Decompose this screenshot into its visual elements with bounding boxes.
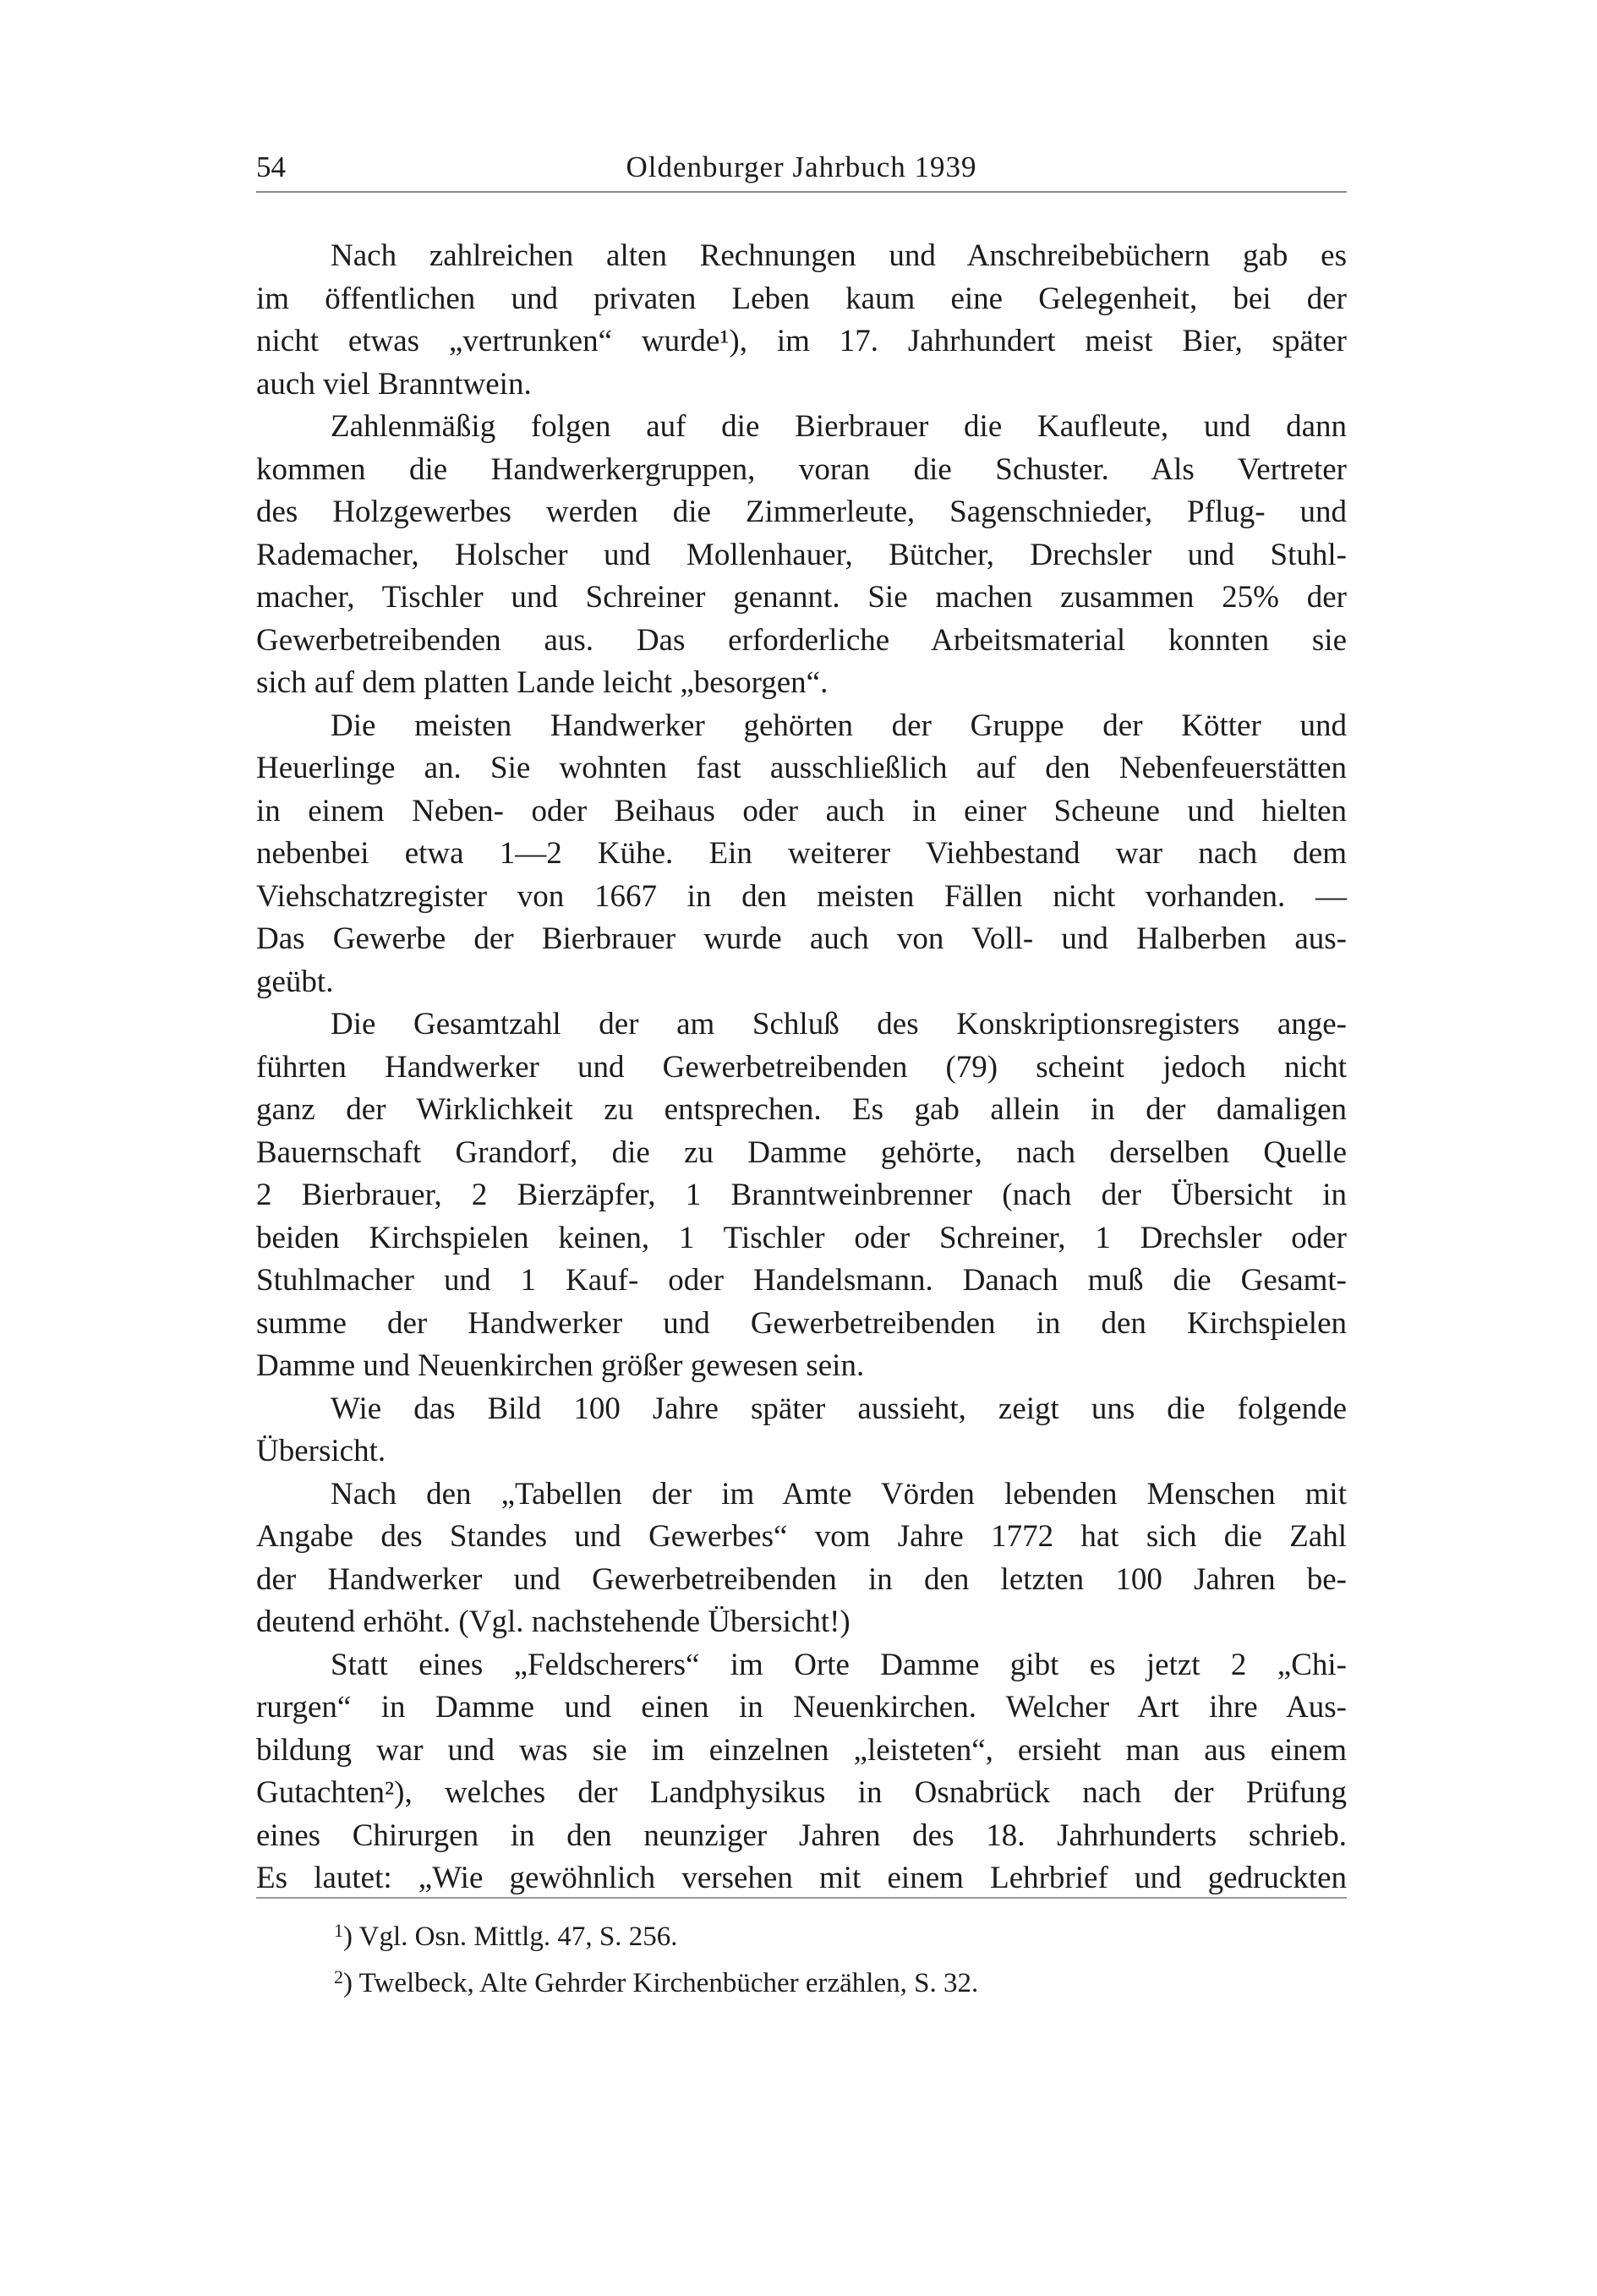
- text-line: ganz der Wirklichkeit zu entsprechen. Es gab allein in der damaligen: [256, 1092, 1347, 1127]
- text-line: deutend erhöht. (Vgl. nachstehende Übersicht!): [256, 1604, 850, 1639]
- text-line: Die meisten Handwerker gehörten der Gruppe der Kötter und: [331, 708, 1347, 743]
- text-line: beiden Kirchspielen keinen, 1 Tischler oder Schreiner, 1 Drechsler oder: [256, 1220, 1347, 1255]
- text-line: Damme und Neuenkirchen größer gewesen sein.: [256, 1348, 865, 1383]
- footnote: $^2$) Twelbeck, Alte Gehrder Kirchenbücher erzählen, S. 32.: [334, 1966, 979, 1998]
- text-line: Stuhlmacher und 1 Kauf- oder Handelsmann. Danach muß die Gesamt-: [256, 1263, 1347, 1298]
- text-line: Heuerlinge an. Sie wohnten fast ausschließlich auf den Nebenfeuerstätten: [256, 751, 1347, 785]
- text-line: Gutachten²), welches der Landphysikus in Osnabrück nach der Prüfung: [256, 1775, 1347, 1810]
- text-line: eines Chirurgen in den neunziger Jahren des 18. Jahrhunderts schrieb.: [256, 1818, 1347, 1853]
- footnote-text: Vgl. Osn. Mittlg. 47, S. 256.: [358, 1922, 678, 1952]
- text-line: Wie das Bild 100 Jahre später aussieht, zeigt uns die folgende: [331, 1391, 1347, 1426]
- text-line: Übersicht.: [256, 1434, 386, 1468]
- text-line: 2 Bierbrauer, 2 Bierzäpfer, 1 Branntweinbrenner (nach der Übersicht in: [256, 1178, 1347, 1212]
- text-line: bildung war und was sie im einzelnen „leisteten“, ersieht man aus einem: [256, 1732, 1347, 1768]
- text-line: Angabe des Standes und Gewerbes“ vom Jahre 1772 hat sich die Zahl: [256, 1519, 1347, 1554]
- running-title: Oldenburger Jahrbuch 1939: [626, 150, 977, 183]
- text-line: im öffentlichen und privaten Leben kaum eine Gelegenheit, bei der: [256, 281, 1347, 316]
- text-line: Nach zahlreichen alten Rechnungen und Anschreibebüchern gab es: [331, 238, 1347, 273]
- text-line: in einem Neben- oder Beihaus oder auch in einer Scheune und hielten: [256, 793, 1347, 828]
- text-line: Nach den „Tabellen der im Amte Vörden lebenden Menschen mit: [331, 1476, 1347, 1512]
- footnote-marker: 1: [334, 1920, 343, 1941]
- text-line: Zahlenmäßig folgen auf die Bierbrauer die Kaufleute, und dann: [331, 409, 1347, 444]
- text-line: nicht etwas „vertrunken“ wurde¹), im 17. Jahrhundert meist Bier, später: [256, 324, 1347, 358]
- text-line: auch viel Branntwein.: [256, 366, 532, 402]
- page-header: [256, 142, 1347, 193]
- text-line: macher, Tischler und Schreiner genannt. Sie machen zusammen 25% der: [256, 580, 1347, 615]
- footnotes: [334, 1911, 1264, 2004]
- text-line: Das Gewerbe der Bierbrauer wurde auch von Voll- und Halberben aus-: [256, 921, 1347, 956]
- text-line: Es lautet: „Wie gewöhnlich versehen mit einem Lehrbrief und gedruckten: [256, 1861, 1347, 1895]
- text-line: führten Handwerker und Gewerbetreibenden (79) scheint jedoch nicht: [256, 1049, 1347, 1085]
- text-line: sich auf dem platten Lande leicht „besorgen“.: [256, 665, 829, 700]
- text-line: Statt eines „Feldscherers“ im Orte Damme gibt es jetzt 2 „Chi-: [331, 1647, 1347, 1682]
- text-line: rurgen“ in Damme und einen in Neuenkirchen. Welcher Art ihre Aus-: [256, 1690, 1347, 1725]
- footnote-rule: [256, 1897, 1347, 1899]
- text-line: Gewerbetreibenden aus. Das erforderliche Arbeitsmaterial konnten sie: [256, 622, 1347, 658]
- footnote: $^1$) Vgl. Osn. Mittlg. 47, S. 256.: [334, 1920, 678, 1952]
- text-line: Bauernschaft Grandorf, die zu Damme gehörte, nach derselben Quelle: [256, 1134, 1347, 1170]
- text-line: nebenbei etwa 1—2 Kühe. Ein weiterer Viehbestand war nach dem: [256, 836, 1347, 871]
- body-text: [256, 235, 1347, 1900]
- text-line: Viehschatzregister von 1667 in den meisten Fällen nicht vorhanden. —: [256, 878, 1347, 914]
- text-line: des Holzgewerbes werden die Zimmerleute, Sagenschnieder, Pflug- und: [256, 495, 1347, 529]
- header-rule: [256, 191, 1347, 193]
- text-line: Rademacher, Holscher und Mollenhauer, Bütcher, Drechsler und Stuhl-: [256, 537, 1347, 572]
- text-line: kommen die Handwerkergruppen, voran die Schuster. Als Vertreter: [256, 451, 1347, 487]
- text-line: summe der Handwerker und Gewerbetreibenden in den Kirchspielen: [256, 1305, 1347, 1341]
- text-line: der Handwerker und Gewerbetreibenden in den letzten 100 Jahren be-: [256, 1561, 1347, 1597]
- text-line: geübt.: [256, 964, 334, 999]
- text-line: Die Gesamtzahl der am Schluß des Konskriptionsregisters ange-: [331, 1007, 1347, 1041]
- page-number: 54: [256, 150, 286, 183]
- footnote-marker: 2: [334, 1966, 343, 1987]
- footnote-text: Twelbeck, Alte Gehrder Kirchenbücher erzählen, S. 32.: [358, 1968, 979, 1998]
